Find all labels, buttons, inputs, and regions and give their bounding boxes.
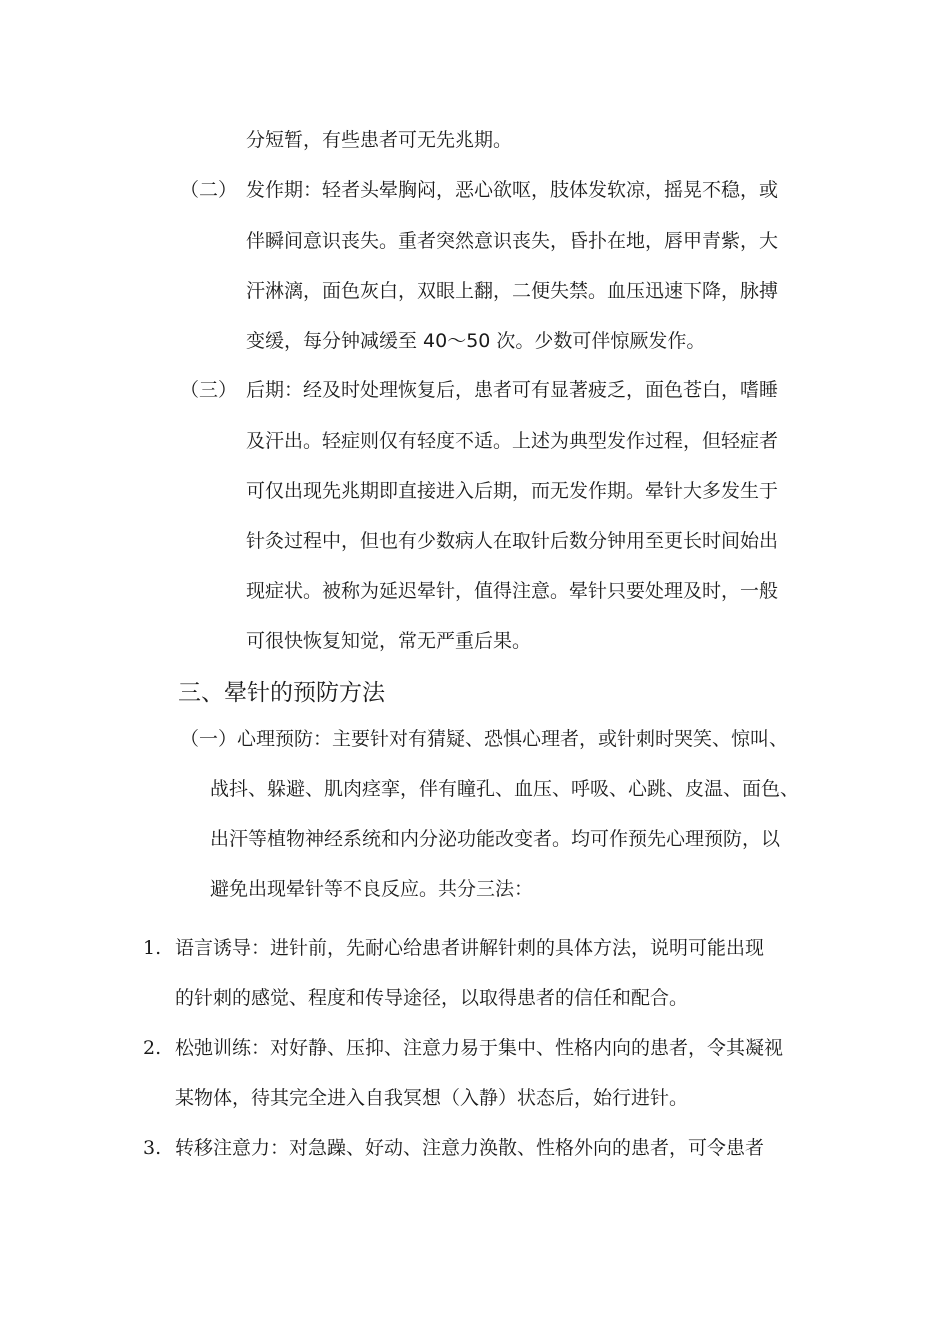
paragraph-line: 发作期：轻者头晕胸闷，恶心欲呕，肢体发软凉，摇晃不稳，或 — [246, 179, 779, 201]
paragraph-line: 伴瞬间意识丧失。重者突然意识丧失，昏扑在地，唇甲青紫，大 — [246, 230, 779, 252]
paragraph-line: （一）心理预防：主要针对有猜疑、恐惧心理者，或针刺时哭笑、惊叫、 — [180, 728, 789, 750]
list-item-line: 的针刺的感觉、程度和传导途径，以取得患者的信任和配合。 — [175, 987, 689, 1009]
paragraph-line: 分短暂，有些患者可无先兆期。 — [246, 129, 513, 151]
paragraph-line: 现症状。被称为延迟晕针，值得注意。晕针只要处理及时，一般 — [246, 580, 779, 602]
list-item-line: 语言诱导：进针前，先耐心给患者讲解针刺的具体方法，说明可能出现 — [175, 937, 765, 959]
paragraph-line: 可很快恢复知觉，常无严重后果。 — [246, 630, 532, 652]
section-label: （二） — [180, 179, 238, 201]
list-number: 2. — [143, 1037, 162, 1059]
paragraph-line: 及汗出。轻症则仅有轻度不适。上述为典型发作过程，但轻症者 — [246, 430, 779, 452]
section-label: （三） — [180, 379, 238, 401]
paragraph-line: 战抖、躲避、肌肉痉挛，伴有瞳孔、血压、呼吸、心跳、皮温、面色、 — [210, 778, 800, 800]
paragraph-line: 避免出现晕针等不良反应。共分三法： — [210, 878, 534, 900]
list-item-line: 松弛训练：对好静、压抑、注意力易于集中、性格内向的患者，令其凝视 — [175, 1037, 784, 1059]
list-item-line: 转移注意力：对急躁、好动、注意力涣散、性格外向的患者，可令患者 — [175, 1137, 765, 1159]
section-heading: 三、晕针的预防方法 — [178, 680, 385, 706]
paragraph-line: 后期：经及时处理恢复后，患者可有显著疲乏，面色苍白，嗜睡 — [246, 379, 779, 401]
list-number: 1. — [143, 937, 162, 959]
paragraph-line: 针灸过程中，但也有少数病人在取针后数分钟用至更长时间始出 — [246, 530, 779, 552]
paragraph-line: 出汗等植物神经系统和内分泌功能改变者。均可作预先心理预防，以 — [210, 828, 781, 850]
list-number: 3. — [143, 1137, 162, 1159]
paragraph-line: 可仅出现先兆期即直接进入后期，而无发作期。晕针大多发生于 — [246, 480, 779, 502]
paragraph-line: 变缓，每分钟减缓至 40～50 次。少数可伴惊厥发作。 — [246, 330, 706, 352]
list-item-line: 某物体，待其完全进入自我冥想（入静）状态后，始行进针。 — [175, 1087, 689, 1109]
paragraph-line: 汗淋漓，面色灰白，双眼上翻，二便失禁。血压迅速下降，脉搏 — [246, 280, 779, 302]
